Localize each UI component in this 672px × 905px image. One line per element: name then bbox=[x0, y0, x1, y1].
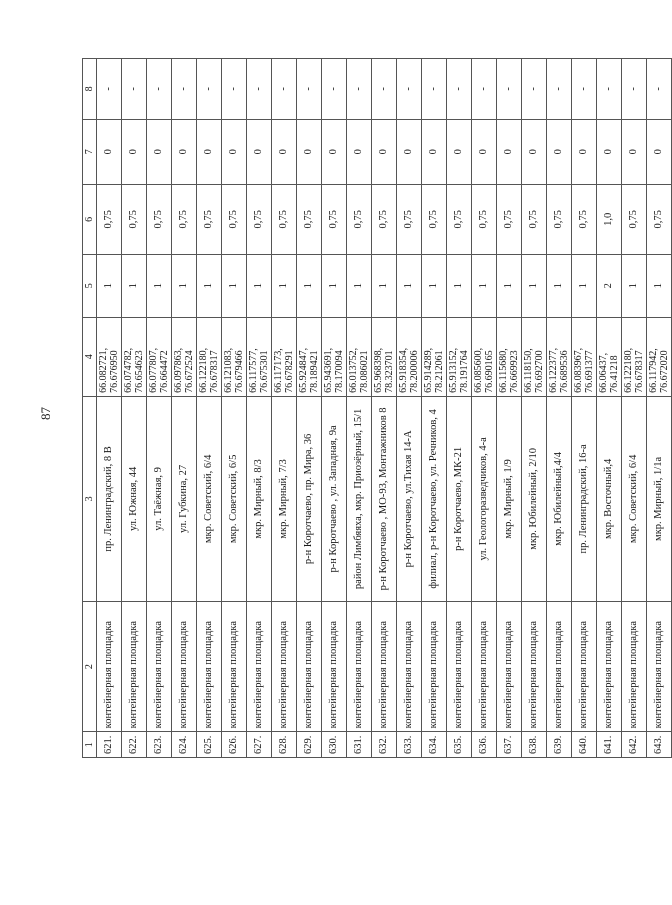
cell-addr: р-н Коротчаево , МО-93, Монтажников 8 bbox=[372, 396, 397, 601]
cell-c7: 0 bbox=[372, 119, 397, 184]
cell-c6: 0,75 bbox=[497, 184, 522, 254]
cell-coord: 66.097863, 76.672524 bbox=[172, 317, 197, 396]
cell-type: контейнерная площадка bbox=[397, 601, 422, 731]
cell-n: 623. bbox=[147, 732, 172, 758]
cell-addr: р-н Коротчаево, пр. Мира, 36 bbox=[297, 396, 322, 601]
cell-c6: 0,75 bbox=[247, 184, 272, 254]
cell-c6: 0,75 bbox=[222, 184, 247, 254]
cell-n: 636. bbox=[472, 732, 497, 758]
cell-n: 622. bbox=[122, 732, 147, 758]
cell-type: контейнерная площадка bbox=[272, 601, 297, 731]
cell-type: контейнерная площадка bbox=[322, 601, 347, 731]
cell-c6: 0,75 bbox=[297, 184, 322, 254]
cell-n: 639. bbox=[547, 732, 572, 758]
cell-c5: 1 bbox=[247, 254, 272, 317]
cell-coord: 66.083967, 76.691377 bbox=[572, 317, 597, 396]
table-row bbox=[122, 59, 147, 758]
cell-type: контейнерная площадка bbox=[572, 601, 597, 731]
cell-type: контейнерная площадка bbox=[122, 601, 147, 731]
cell-c8: - bbox=[647, 59, 672, 120]
table-row bbox=[422, 59, 447, 758]
cell-addr: р-н Коротчаево, ул.Тихая 14-А bbox=[397, 396, 422, 601]
cell-c7: 0 bbox=[247, 119, 272, 184]
table-row bbox=[322, 59, 347, 758]
table-row bbox=[97, 59, 122, 758]
cell-n: 643. bbox=[647, 732, 672, 758]
cell-type: контейнерная площадка bbox=[247, 601, 272, 731]
cell-addr: ул. Геологоразведчиков, 4-а bbox=[472, 396, 497, 601]
cell-type: контейнерная площадка bbox=[172, 601, 197, 731]
cell-c6: 0,75 bbox=[272, 184, 297, 254]
cell-addr: р-н Коротчаево , ул. Западная, 9а bbox=[322, 396, 347, 601]
cell-c7: 0 bbox=[572, 119, 597, 184]
table-row bbox=[522, 59, 547, 758]
cell-n: 631. bbox=[347, 732, 372, 758]
cell-c5: 1 bbox=[497, 254, 522, 317]
cell-coord: 66.115680, 76.669923 bbox=[497, 317, 522, 396]
cell-coord: 66.122180, 76.678317 bbox=[622, 317, 647, 396]
cell-c6: 0,75 bbox=[547, 184, 572, 254]
cell-type: контейнерная площадка bbox=[547, 601, 572, 731]
cell-type: контейнерная площадка bbox=[372, 601, 397, 731]
cell-c8: - bbox=[272, 59, 297, 120]
table-row bbox=[272, 59, 297, 758]
cell-c7: 0 bbox=[197, 119, 222, 184]
table-row bbox=[372, 59, 397, 758]
table-row bbox=[297, 59, 322, 758]
cell-c6: 0,75 bbox=[397, 184, 422, 254]
cell-c5: 1 bbox=[647, 254, 672, 317]
cell-coord: 66.117577, 76.675301 bbox=[247, 317, 272, 396]
table-body bbox=[97, 59, 672, 758]
cell-addr: мкр. Юбилейный, 2/10 bbox=[522, 396, 547, 601]
cell-coord: 65.968398, 78.323701 bbox=[372, 317, 397, 396]
cell-c7: 0 bbox=[172, 119, 197, 184]
table-row bbox=[472, 59, 497, 758]
cell-addr: мкр. Советский, 6/4 bbox=[622, 396, 647, 601]
cell-c7: 0 bbox=[422, 119, 447, 184]
col-header: 4 bbox=[83, 317, 97, 396]
cell-c6: 0,75 bbox=[447, 184, 472, 254]
cell-c8: - bbox=[522, 59, 547, 120]
cell-n: 638. bbox=[522, 732, 547, 758]
cell-c5: 1 bbox=[447, 254, 472, 317]
cell-type: контейнерная площадка bbox=[472, 601, 497, 731]
cell-c6: 0,75 bbox=[97, 184, 122, 254]
cell-type: контейнерная площадка bbox=[197, 601, 222, 731]
cell-n: 642. bbox=[622, 732, 647, 758]
table-row bbox=[197, 59, 222, 758]
cell-c5: 1 bbox=[522, 254, 547, 317]
cell-n: 621. bbox=[97, 732, 122, 758]
table-row bbox=[647, 59, 672, 758]
col-header: 6 bbox=[83, 184, 97, 254]
cell-n: 628. bbox=[272, 732, 297, 758]
cell-type: контейнерная площадка bbox=[97, 601, 122, 731]
cell-coord: 65.918354, 78.200006 bbox=[397, 317, 422, 396]
cell-addr: пр. Ленинградский, 16-а bbox=[572, 396, 597, 601]
cell-c5: 1 bbox=[197, 254, 222, 317]
cell-type: контейнерная площадка bbox=[622, 601, 647, 731]
col-header: 3 bbox=[83, 396, 97, 601]
cell-c5: 1 bbox=[172, 254, 197, 317]
table-row bbox=[397, 59, 422, 758]
cell-c8: - bbox=[122, 59, 147, 120]
cell-c7: 0 bbox=[647, 119, 672, 184]
cell-c5: 1 bbox=[97, 254, 122, 317]
cell-type: контейнерная площадка bbox=[447, 601, 472, 731]
table-row bbox=[622, 59, 647, 758]
cell-n: 640. bbox=[572, 732, 597, 758]
cell-addr: филиал, р-н Коротчаево, ул. Речников, 4 bbox=[422, 396, 447, 601]
cell-coord: 66.118150, 76.692700 bbox=[522, 317, 547, 396]
cell-addr: мкр. Юбилейный,4/4 bbox=[547, 396, 572, 601]
cell-type: контейнерная площадка bbox=[147, 601, 172, 731]
cell-c8: - bbox=[172, 59, 197, 120]
cell-c7: 0 bbox=[622, 119, 647, 184]
cell-c5: 1 bbox=[372, 254, 397, 317]
cell-c8: - bbox=[597, 59, 622, 120]
cell-c5: 1 bbox=[347, 254, 372, 317]
cell-c6: 0,75 bbox=[122, 184, 147, 254]
cell-c7: 0 bbox=[147, 119, 172, 184]
cell-c6: 0,75 bbox=[372, 184, 397, 254]
cell-n: 626. bbox=[222, 732, 247, 758]
cell-c6: 0,75 bbox=[347, 184, 372, 254]
cell-c6: 1,0 bbox=[597, 184, 622, 254]
cell-c8: - bbox=[147, 59, 172, 120]
table-row bbox=[547, 59, 572, 758]
cell-c7: 0 bbox=[547, 119, 572, 184]
cell-c6: 0,75 bbox=[147, 184, 172, 254]
table-row bbox=[222, 59, 247, 758]
cell-type: контейнерная площадка bbox=[647, 601, 672, 731]
table-row bbox=[447, 59, 472, 758]
cell-c5: 1 bbox=[397, 254, 422, 317]
cell-coord: 65.913152, 78.191764 bbox=[447, 317, 472, 396]
cell-c8: - bbox=[622, 59, 647, 120]
cell-c6: 0,75 bbox=[322, 184, 347, 254]
cell-c8: - bbox=[472, 59, 497, 120]
cell-coord: 66.085600, 76.690165 bbox=[472, 317, 497, 396]
cell-c7: 0 bbox=[397, 119, 422, 184]
cell-c7: 0 bbox=[97, 119, 122, 184]
table-row bbox=[247, 59, 272, 758]
cell-c5: 1 bbox=[147, 254, 172, 317]
cell-c8: - bbox=[97, 59, 122, 120]
cell-c8: - bbox=[547, 59, 572, 120]
cell-addr: р-н Коротчаево, МК-21 bbox=[447, 396, 472, 601]
cell-type: контейнерная площадка bbox=[222, 601, 247, 731]
cell-n: 625. bbox=[197, 732, 222, 758]
col-header: 7 bbox=[83, 119, 97, 184]
cell-coord: 66.082721, 76.676950 bbox=[97, 317, 122, 396]
registry-table-container bbox=[82, 58, 670, 758]
cell-c8: - bbox=[297, 59, 322, 120]
cell-addr: мкр. Советский, 6/5 bbox=[222, 396, 247, 601]
cell-n: 627. bbox=[247, 732, 272, 758]
cell-c5: 1 bbox=[472, 254, 497, 317]
col-header: 8 bbox=[83, 59, 97, 120]
cell-c7: 0 bbox=[322, 119, 347, 184]
cell-c6: 0,75 bbox=[422, 184, 447, 254]
cell-coord: 66.117173, 76.678291 bbox=[272, 317, 297, 396]
cell-n: 629. bbox=[297, 732, 322, 758]
cell-c7: 0 bbox=[447, 119, 472, 184]
cell-c7: 0 bbox=[297, 119, 322, 184]
cell-c5: 1 bbox=[122, 254, 147, 317]
cell-c8: - bbox=[422, 59, 447, 120]
cell-addr: ул. Южная, 44 bbox=[122, 396, 147, 601]
cell-c8: - bbox=[197, 59, 222, 120]
cell-addr: мкр. Советский, 6/4 bbox=[197, 396, 222, 601]
cell-c7: 0 bbox=[522, 119, 547, 184]
cell-coord: 66.013752, 78.086021 bbox=[347, 317, 372, 396]
cell-addr: мкр. Мирный, 7/3 bbox=[272, 396, 297, 601]
table-row bbox=[597, 59, 622, 758]
cell-c8: - bbox=[347, 59, 372, 120]
cell-coord: 66.122180, 76.678317 bbox=[197, 317, 222, 396]
cell-c6: 0,75 bbox=[572, 184, 597, 254]
cell-n: 624. bbox=[172, 732, 197, 758]
cell-c6: 0,75 bbox=[197, 184, 222, 254]
page-number: 87 bbox=[38, 407, 53, 420]
cell-c7: 0 bbox=[222, 119, 247, 184]
cell-c5: 1 bbox=[322, 254, 347, 317]
cell-c5: 1 bbox=[422, 254, 447, 317]
cell-n: 630. bbox=[322, 732, 347, 758]
cell-coord: 66.121083, 76.679466 bbox=[222, 317, 247, 396]
cell-coord: 66.074782, 76.654623 bbox=[122, 317, 147, 396]
cell-type: контейнерная площадка bbox=[522, 601, 547, 731]
cell-c8: - bbox=[447, 59, 472, 120]
cell-c5: 1 bbox=[572, 254, 597, 317]
header-row bbox=[83, 59, 97, 758]
cell-c5: 1 bbox=[222, 254, 247, 317]
cell-n: 632. bbox=[372, 732, 397, 758]
cell-c7: 0 bbox=[472, 119, 497, 184]
cell-c8: - bbox=[497, 59, 522, 120]
cell-c7: 0 bbox=[597, 119, 622, 184]
container-sites-table bbox=[82, 58, 672, 758]
cell-addr: пр. Ленинградский, 8 В bbox=[97, 396, 122, 601]
cell-addr: мкр. Мирный, 1/9 bbox=[497, 396, 522, 601]
cell-c8: - bbox=[372, 59, 397, 120]
cell-addr: район Лимбяяха, мкр. Приозёрный, 15/1 bbox=[347, 396, 372, 601]
cell-c7: 0 bbox=[272, 119, 297, 184]
cell-coord: 65.943691, 78.170094 bbox=[322, 317, 347, 396]
table-row bbox=[347, 59, 372, 758]
cell-c7: 0 bbox=[497, 119, 522, 184]
cell-addr: мкр. Мирный, 8/3 bbox=[247, 396, 272, 601]
cell-type: контейнерная площадка bbox=[347, 601, 372, 731]
cell-coord: 65.914289, 78.212061 bbox=[422, 317, 447, 396]
cell-addr: мкр. Мирный, 1/1а bbox=[647, 396, 672, 601]
cell-c6: 0,75 bbox=[172, 184, 197, 254]
table-row bbox=[147, 59, 172, 758]
col-header: 1 bbox=[83, 732, 97, 758]
cell-type: контейнерная площадка bbox=[297, 601, 322, 731]
cell-type: контейнерная площадка bbox=[497, 601, 522, 731]
col-header: 5 bbox=[83, 254, 97, 317]
table-row bbox=[497, 59, 522, 758]
cell-c5: 1 bbox=[622, 254, 647, 317]
cell-coord: 66.077807, 76.664472 bbox=[147, 317, 172, 396]
cell-coord: 66.117942, 76.672020 bbox=[647, 317, 672, 396]
cell-c8: - bbox=[247, 59, 272, 120]
cell-c5: 2 bbox=[597, 254, 622, 317]
cell-coord: 66.122377, 76.689536 bbox=[547, 317, 572, 396]
cell-n: 634. bbox=[422, 732, 447, 758]
cell-c6: 0,75 bbox=[472, 184, 497, 254]
cell-addr: мкр. Восточный,4 bbox=[597, 396, 622, 601]
cell-coord: 65.924847, 78.189421 bbox=[297, 317, 322, 396]
cell-c8: - bbox=[572, 59, 597, 120]
cell-c8: - bbox=[222, 59, 247, 120]
cell-n: 641. bbox=[597, 732, 622, 758]
cell-c5: 1 bbox=[272, 254, 297, 317]
cell-c6: 0,75 bbox=[622, 184, 647, 254]
table-row bbox=[572, 59, 597, 758]
cell-c8: - bbox=[397, 59, 422, 120]
cell-type: контейнерная площадка bbox=[597, 601, 622, 731]
cell-n: 633. bbox=[397, 732, 422, 758]
cell-n: 635. bbox=[447, 732, 472, 758]
cell-n: 637. bbox=[497, 732, 522, 758]
cell-c8: - bbox=[322, 59, 347, 120]
cell-coord: 66.06437, 76.41218 bbox=[597, 317, 622, 396]
col-header: 2 bbox=[83, 601, 97, 731]
cell-c7: 0 bbox=[122, 119, 147, 184]
cell-c5: 1 bbox=[297, 254, 322, 317]
cell-addr: ул. Таёжная, 9 bbox=[147, 396, 172, 601]
cell-type: контейнерная площадка bbox=[422, 601, 447, 731]
cell-addr: ул. Губкина, 27 bbox=[172, 396, 197, 601]
cell-c7: 0 bbox=[347, 119, 372, 184]
cell-c6: 0,75 bbox=[647, 184, 672, 254]
cell-c6: 0,75 bbox=[522, 184, 547, 254]
table-row bbox=[172, 59, 197, 758]
cell-c5: 1 bbox=[547, 254, 572, 317]
